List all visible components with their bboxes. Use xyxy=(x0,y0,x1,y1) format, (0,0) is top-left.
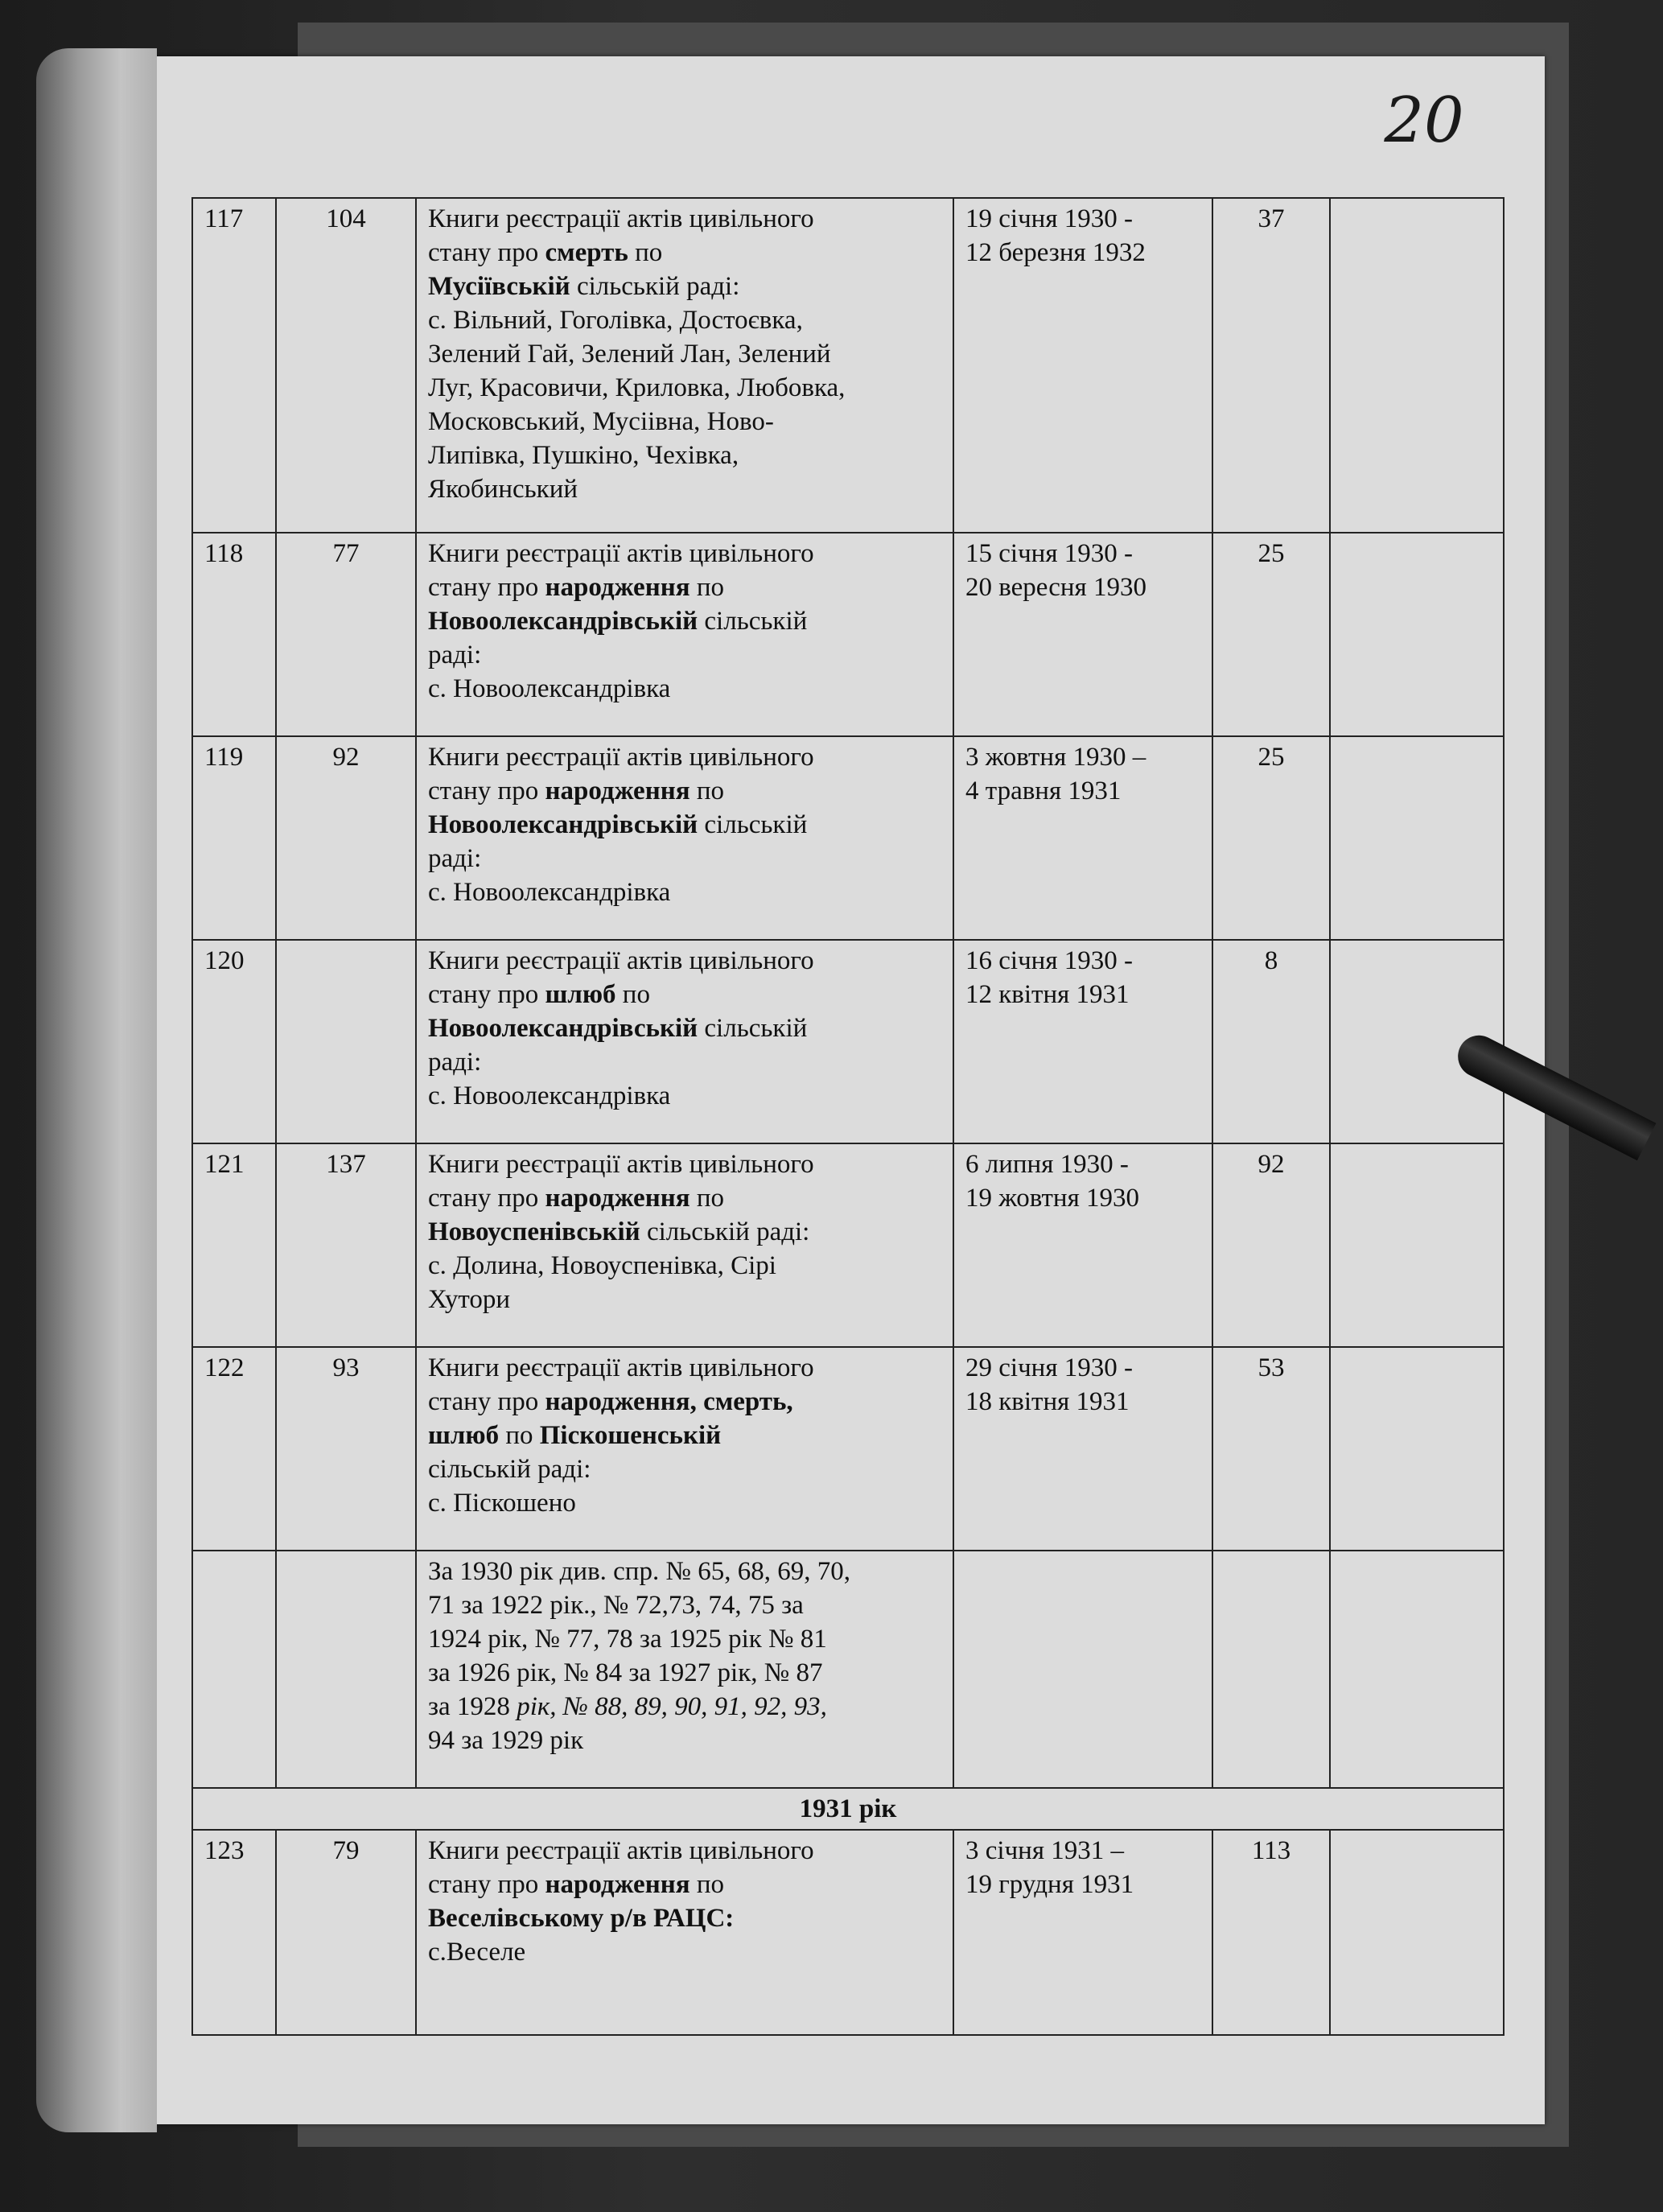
sheet-count: 53 xyxy=(1212,1347,1330,1551)
table-row xyxy=(192,198,1504,533)
sheet-count: 25 xyxy=(1212,533,1330,736)
note-row xyxy=(192,1551,1504,1788)
row-dates: 3 січня 1931 – 19 грудня 1931 xyxy=(953,1830,1212,2035)
row-description: Книги реєстрації актів цивільного стану про народження по Новоолександрівській сільській раді: с. Новоолександрівка xyxy=(416,533,953,736)
sheet-count: 8 xyxy=(1212,940,1330,1143)
inventory-number: 93 xyxy=(276,1347,416,1551)
row-description: Книги реєстрації актів цивільного стану про народження по Веселівському р/в РАЦС: с.Веселе xyxy=(416,1830,953,2035)
table-row xyxy=(192,940,1504,1143)
sheet-count: 25 xyxy=(1212,736,1330,940)
inventory-number: 137 xyxy=(276,1143,416,1347)
sheet-count: 113 xyxy=(1212,1830,1330,2035)
note-text: За 1930 рік див. спр. № 65, 68, 69, 70, 71 за 1922 рік., № 72,73, 74, 75 за 1924 рік, № 77, 78 за 1925 рік № 81 за 1926 рік, № 84 за 1927 рік, № 87 за 1928 рік, № 88, 89, 90, 91, 92, 93, 94 за 1929 рік xyxy=(416,1551,953,1788)
row-dates: 6 липня 1930 - 19 жовтня 1930 xyxy=(953,1143,1212,1347)
row-number: 122 xyxy=(192,1347,276,1551)
sheet-count: 37 xyxy=(1212,198,1330,533)
inventory-number: 104 xyxy=(276,198,416,533)
row-dates: 15 січня 1930 - 20 вересня 1930 xyxy=(953,533,1212,736)
table-row xyxy=(192,1347,1504,1551)
row-number: 117 xyxy=(192,198,276,533)
inventory-number: 79 xyxy=(276,1830,416,2035)
notes-cell xyxy=(1330,1143,1504,1347)
year-header-row xyxy=(192,1788,1504,1830)
notes-cell xyxy=(1330,1347,1504,1551)
notes-cell xyxy=(1330,533,1504,736)
row-description: Книги реєстрації актів цивільного стану про шлюб по Новоолександрівській сільській раді: с. Новоолександрівка xyxy=(416,940,953,1143)
empty-cell xyxy=(192,1551,276,1788)
row-dates: 29 січня 1930 - 18 квітня 1931 xyxy=(953,1347,1212,1551)
register-table xyxy=(191,197,1505,2036)
row-description: Книги реєстрації актів цивільного стану про смерть по Мусіївській сільській раді: с. Вільний, Гоголівка, Достоєвка, Зелений Гай, Зелений Лан, Зелений Луг, Красовичи, Криловка, Любовка, Московський, Мусіівна, Ново- Липівка, Пушкіно, Чехівка, Якобинський xyxy=(416,198,953,533)
table-row xyxy=(192,736,1504,940)
row-number: 120 xyxy=(192,940,276,1143)
empty-cell xyxy=(1330,1551,1504,1788)
page-number: 20 xyxy=(1384,84,1464,157)
row-dates: 19 січня 1930 - 12 березня 1932 xyxy=(953,198,1212,533)
row-description: Книги реєстрації актів цивільного стану про народження, смерть, шлюб по Піскошенській сільській раді: с. Піскошено xyxy=(416,1347,953,1551)
table-row xyxy=(192,1143,1504,1347)
table-row xyxy=(192,1830,1504,2035)
row-number: 123 xyxy=(192,1830,276,2035)
inventory-number xyxy=(276,940,416,1143)
empty-cell xyxy=(1212,1551,1330,1788)
row-dates: 3 жовтня 1930 – 4 травня 1931 xyxy=(953,736,1212,940)
notes-cell xyxy=(1330,736,1504,940)
inventory-number: 77 xyxy=(276,533,416,736)
notes-cell xyxy=(1330,1830,1504,2035)
row-number: 121 xyxy=(192,1143,276,1347)
empty-cell xyxy=(953,1551,1212,1788)
inventory-number: 92 xyxy=(276,736,416,940)
row-dates: 16 січня 1930 - 12 квітня 1931 xyxy=(953,940,1212,1143)
notes-cell xyxy=(1330,198,1504,533)
sheet-count: 92 xyxy=(1212,1143,1330,1347)
year-header: 1931 рік xyxy=(192,1788,1504,1830)
row-description: Книги реєстрації актів цивільного стану про народження по Новоолександрівській сільській раді: с. Новоолександрівка xyxy=(416,736,953,940)
row-number: 119 xyxy=(192,736,276,940)
table-row xyxy=(192,533,1504,736)
row-description: Книги реєстрації актів цивільного стану про народження по Новоуспенівській сільській раді: с. Долина, Новоуспенівка, Сірі Хутори xyxy=(416,1143,953,1347)
book-binding xyxy=(36,48,157,2132)
row-number: 118 xyxy=(192,533,276,736)
empty-cell xyxy=(276,1551,416,1788)
